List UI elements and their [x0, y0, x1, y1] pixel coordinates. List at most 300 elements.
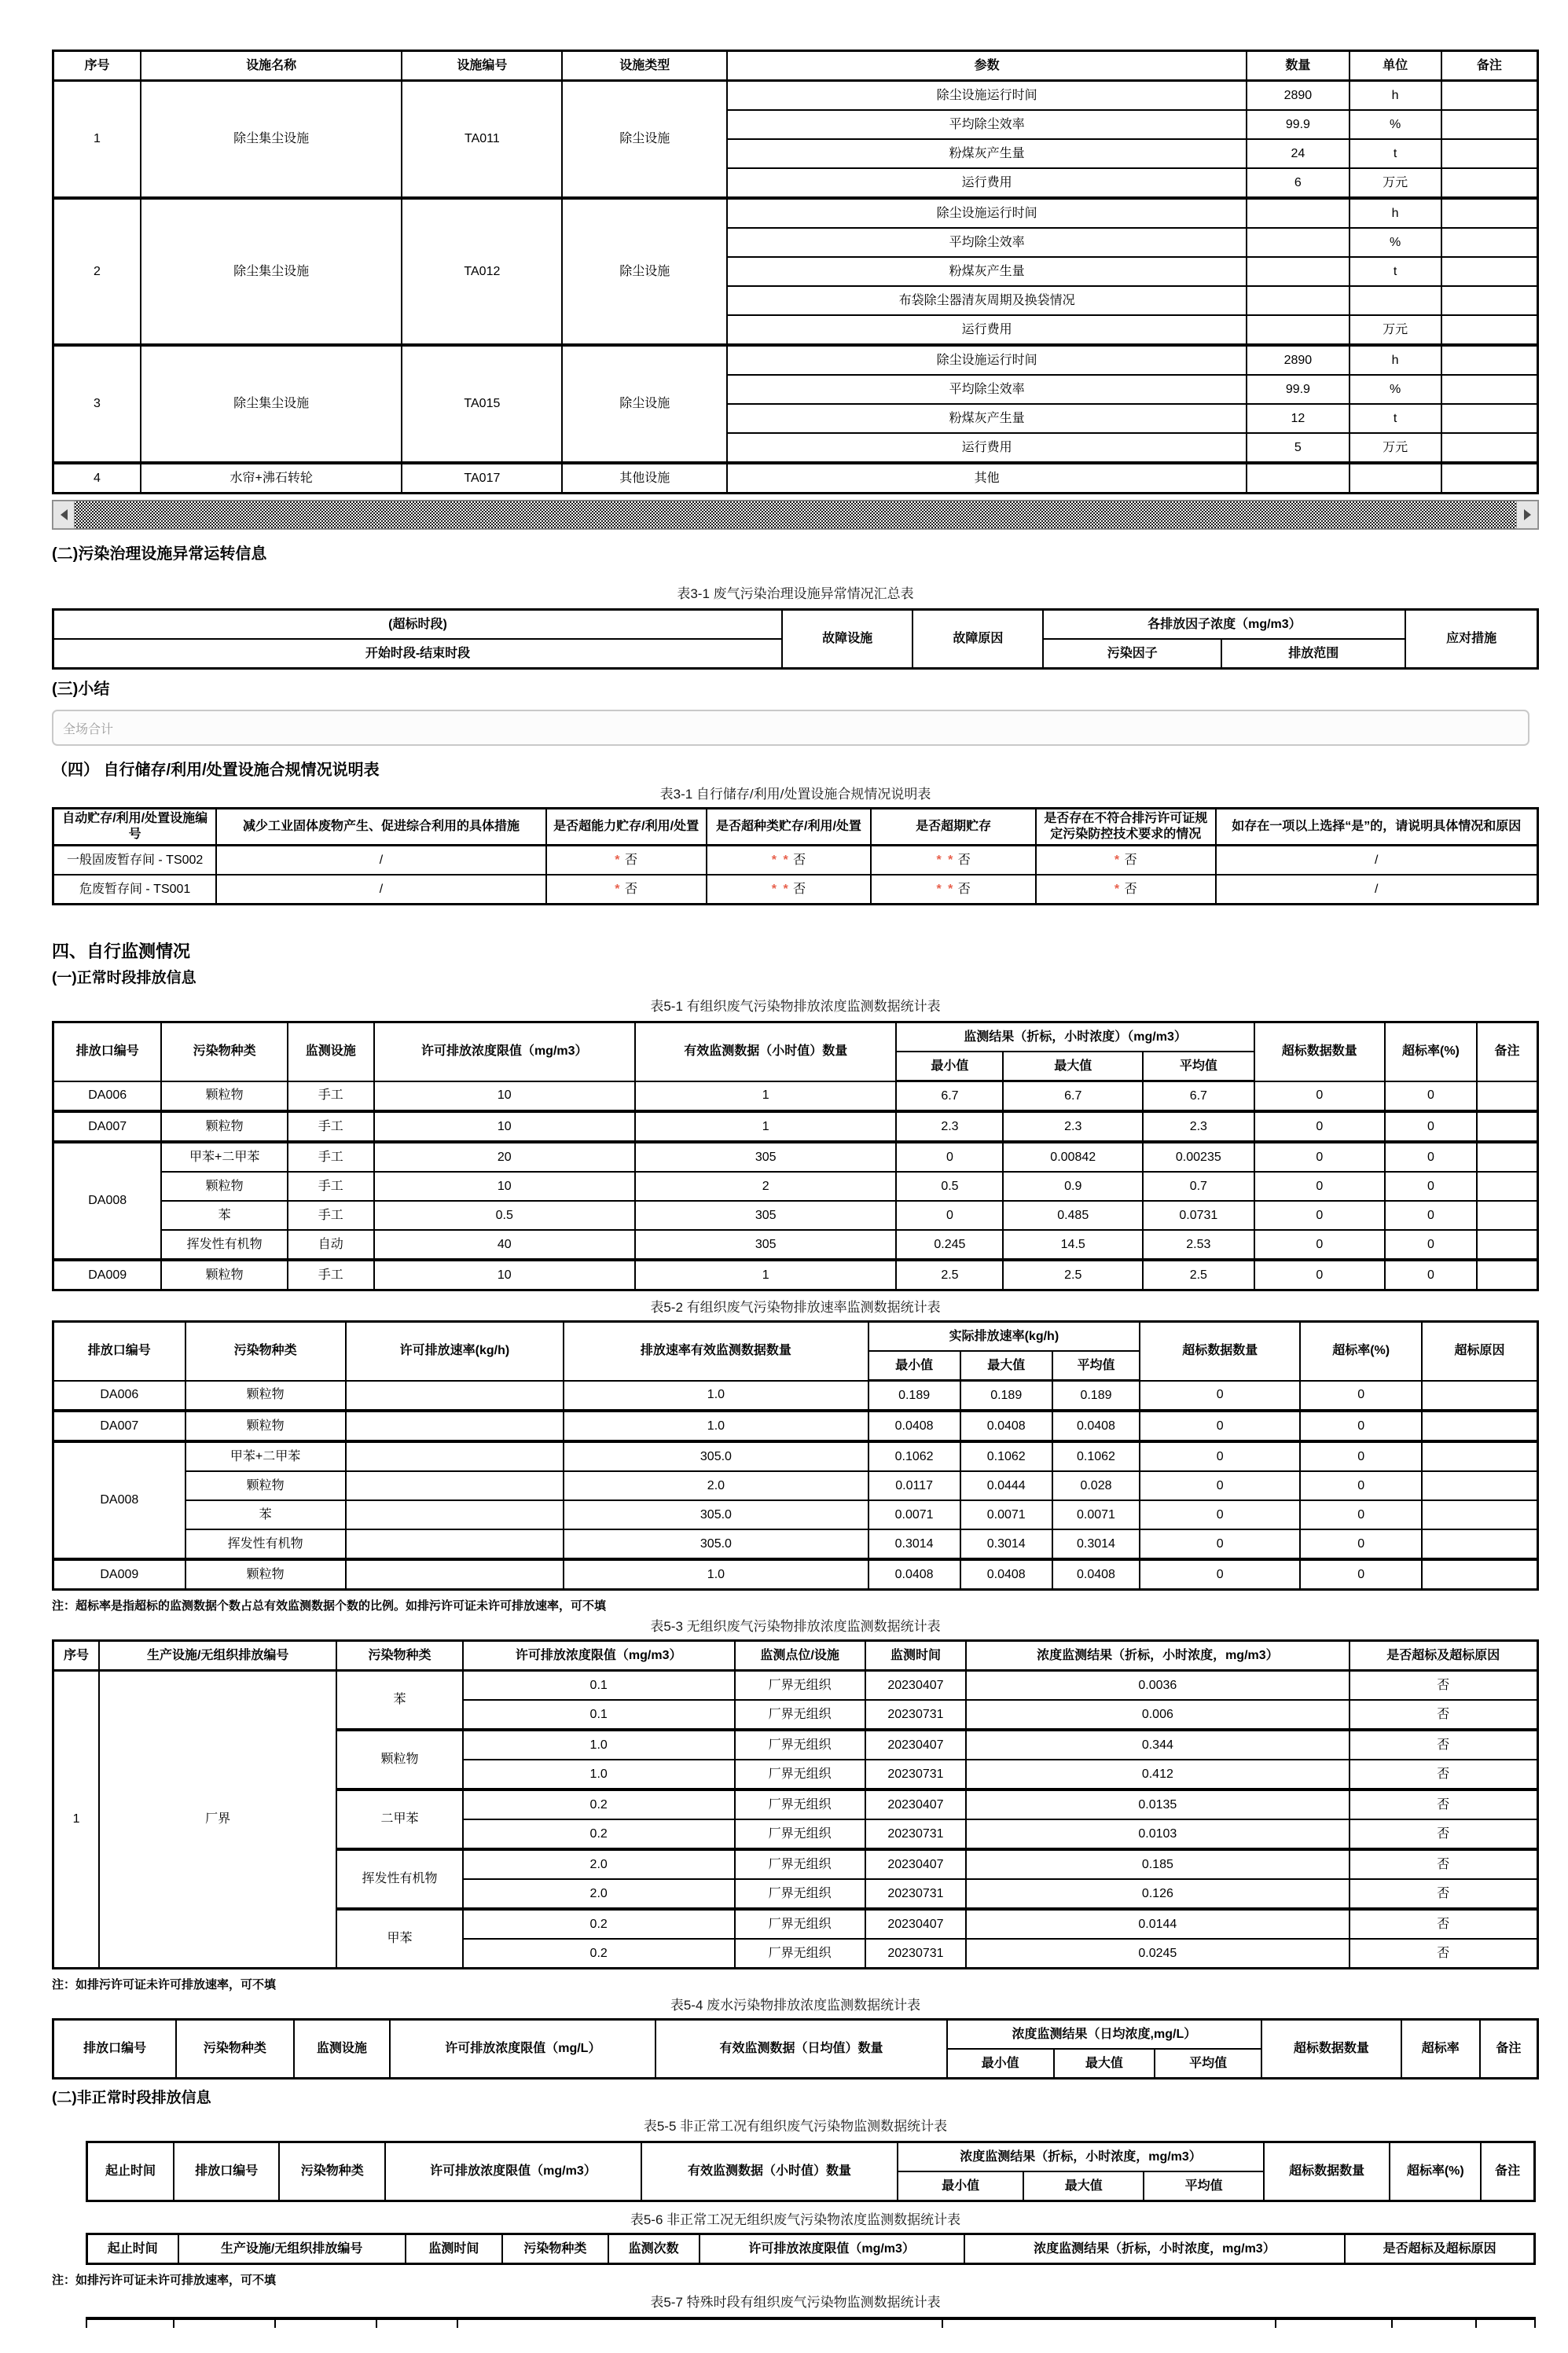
- header-cell: 备注: [1480, 2020, 1538, 2079]
- table-cell: [1477, 1111, 1538, 1142]
- table-cell: 0.0408: [868, 1559, 960, 1590]
- table-cell: DA007: [53, 1111, 162, 1142]
- table-cell: 0: [1254, 1172, 1385, 1201]
- table-cell: 厂界无组织: [735, 1671, 865, 1701]
- table-title-abnormal: 表3-1 废气污染治理设施异常情况汇总表: [677, 586, 914, 601]
- table-cell: 0.0245: [966, 1939, 1349, 1969]
- table-cell: 0.189: [1052, 1381, 1140, 1411]
- table-cell: DA007: [53, 1411, 185, 1441]
- table-cell: [1477, 1081, 1538, 1112]
- table-cell: 6: [1247, 168, 1349, 198]
- table-cell: * * 否: [871, 875, 1036, 905]
- table-cell: 1: [53, 1671, 100, 1969]
- table-cell: TA017: [402, 463, 562, 494]
- table-cell: 0.0444: [960, 1471, 1052, 1500]
- table-cell: 厂界无组织: [735, 1700, 865, 1730]
- table-cell: 否: [1350, 1879, 1538, 1909]
- left-arrow-icon: [61, 509, 68, 520]
- header-cell: 是否超标及超标原因: [1350, 1641, 1538, 1671]
- table-cell: 挥发性有机物: [161, 1230, 288, 1260]
- header-cell: 浓度监测结果（折标，小时浓度，mg/m3）: [898, 2142, 1264, 2172]
- table-cell: 0.0117: [868, 1471, 960, 1500]
- table-cell: 0: [1300, 1559, 1422, 1590]
- note-exceed-rate: 注：超标率是指超标的监测数据个数占总有效监测数据个数的比例。如排污许可证未许可排放速率，可不填: [52, 1599, 607, 1613]
- table-cell: 1.0: [463, 1730, 735, 1760]
- table-cell: [346, 1529, 564, 1559]
- table-cell: %: [1350, 228, 1441, 257]
- table-cell: [346, 1559, 564, 1590]
- header-cell: 单位: [1350, 51, 1441, 81]
- table-cell: 0.1062: [868, 1441, 960, 1471]
- table-cell: 2.5: [1003, 1260, 1143, 1290]
- header-row: [87, 2142, 1535, 2172]
- table-cell: 甲苯: [336, 1909, 463, 1969]
- table-cell: 厂界无组织: [735, 1849, 865, 1879]
- table-cell: 手工: [288, 1201, 374, 1230]
- table-cell: 0: [1140, 1381, 1300, 1411]
- table-cell: DA008: [53, 1441, 185, 1559]
- table-cell: [1441, 139, 1538, 168]
- table-cell: [1247, 286, 1349, 315]
- header-cell: 参数: [727, 51, 1247, 81]
- table-cell: 厂界无组织: [735, 1819, 865, 1849]
- header-cell: 设施类型: [562, 51, 727, 81]
- table-cell: 20230731: [865, 1760, 966, 1790]
- table-cell: [1247, 228, 1349, 257]
- header-cell: 序号: [53, 51, 141, 81]
- table-cell: 2890: [1247, 81, 1349, 111]
- table-title-5-4: 表5-4 废水污染物排放浓度监测数据统计表: [670, 1998, 921, 2013]
- table-cell: 万元: [1350, 433, 1441, 463]
- special-period-table-stub: [86, 2317, 1536, 2329]
- table-cell: 除尘集尘设施: [141, 198, 402, 345]
- table-cell: %: [1350, 375, 1441, 404]
- header-row: [53, 1322, 1538, 1352]
- table-cell: 20230407: [865, 1909, 966, 1939]
- unorganized-gas-concentration-table: [52, 1639, 1539, 1969]
- header-cell: 监测时间: [865, 1641, 966, 1671]
- table-cell: DA006: [53, 1081, 162, 1112]
- header-cell: 数量: [1247, 51, 1349, 81]
- table-cell: 1: [53, 81, 141, 199]
- table-title-5-7: 表5-7 特殊时段有组织废气污染物监测数据统计表: [650, 2295, 941, 2310]
- table-cell: 1: [635, 1260, 896, 1290]
- table-cell: 0.0071: [1052, 1500, 1140, 1529]
- table-cell: 20230407: [865, 1790, 966, 1819]
- table-cell: 0.3014: [960, 1529, 1052, 1559]
- table-cell: 0.1: [463, 1700, 735, 1730]
- header-cell: 最大值: [960, 1351, 1052, 1381]
- table-cell: 苯: [185, 1500, 346, 1529]
- table-cell: 挥发性有机物: [185, 1529, 346, 1559]
- required-asterisk: * *: [771, 853, 790, 867]
- table-cell: 20230407: [865, 1671, 966, 1701]
- table-cell: 10: [374, 1260, 635, 1290]
- table-cell: [1247, 198, 1349, 228]
- summary-placeholder: 全场合计: [63, 723, 114, 736]
- table-cell: 2.5: [896, 1260, 1003, 1290]
- table-cell: [1422, 1529, 1537, 1559]
- table-cell: 手工: [288, 1260, 374, 1290]
- header-cell: 污染物种类: [176, 2020, 293, 2079]
- table-cell: 0.1062: [960, 1441, 1052, 1471]
- table-cell: 0.2: [463, 1939, 735, 1969]
- table-cell: 20230407: [865, 1730, 966, 1760]
- table-cell: 305: [635, 1201, 896, 1230]
- table-cell: [346, 1441, 564, 1471]
- table-cell: [1477, 1201, 1538, 1230]
- table-cell: 0: [1385, 1260, 1477, 1290]
- table-row: [53, 1471, 1538, 1500]
- table-cell: 0.3014: [868, 1529, 960, 1559]
- table-cell: 颗粒物: [161, 1260, 288, 1290]
- header-cell: 污染物种类: [336, 1641, 463, 1671]
- table-cell: [1441, 228, 1538, 257]
- header-cell: 监测时间: [406, 2234, 502, 2264]
- table-row: [53, 1529, 1538, 1559]
- header-cell: 平均值: [1052, 1351, 1140, 1381]
- table-cell: 2.3: [896, 1111, 1003, 1142]
- table-cell: 其他: [727, 463, 1247, 494]
- table-cell: 1: [635, 1081, 896, 1112]
- header-cell: 排放口编号: [53, 1022, 162, 1081]
- table-cell: [346, 1500, 564, 1529]
- table-cell: 305.0: [564, 1500, 868, 1529]
- table-cell: [1247, 257, 1349, 286]
- header-cell: (超标时段): [53, 610, 783, 640]
- table-cell: 14.5: [1003, 1230, 1143, 1260]
- section-heading-normal-period: (一)正常时段排放信息: [52, 970, 196, 986]
- table-cell: [1441, 198, 1538, 228]
- table-cell: 305.0: [564, 1441, 868, 1471]
- table-cell: 0.2: [463, 1909, 735, 1939]
- table-cell: 0: [1300, 1529, 1422, 1559]
- table-cell: 运行费用: [727, 315, 1247, 345]
- table-cell: 3: [53, 345, 141, 463]
- table-cell: 1: [635, 1111, 896, 1142]
- table-cell: 40: [374, 1230, 635, 1260]
- table-cell: 1.0: [564, 1559, 868, 1590]
- table-cell: 0.0135: [966, 1790, 1349, 1819]
- required-asterisk: *: [615, 882, 622, 896]
- table-cell: 1.0: [564, 1411, 868, 1441]
- scrollbar-left-arrow-button[interactable]: [53, 501, 75, 529]
- note-fill-1: 注：如排污许可证未许可排放速率，可不填: [52, 1978, 277, 1991]
- table-cell: 2: [635, 1172, 896, 1201]
- header-cell: 排放速率有效监测数据数量: [564, 1322, 868, 1381]
- table-cell: 2: [53, 198, 141, 345]
- table-cell: DA008: [53, 1142, 162, 1260]
- table-cell: 0: [1254, 1201, 1385, 1230]
- table-cell: 否: [1350, 1671, 1538, 1701]
- scrollbar-right-arrow-button[interactable]: [1516, 501, 1538, 529]
- header-cell: 是否超标及超标原因: [1345, 2234, 1534, 2264]
- table-cell: 0: [896, 1201, 1003, 1230]
- table-cell: t: [1350, 139, 1441, 168]
- table-cell: [1477, 1230, 1538, 1260]
- table-cell: 2.0: [564, 1471, 868, 1500]
- table-cell: [1441, 110, 1538, 139]
- table-cell: /: [1216, 846, 1538, 875]
- header-cell: 最大值: [1054, 2049, 1155, 2079]
- table-cell: 2890: [1247, 345, 1349, 375]
- table-cell: [1441, 81, 1538, 111]
- header-cell: 排放口编号: [53, 1322, 185, 1381]
- table-cell: h: [1350, 198, 1441, 228]
- table-cell: 0.006: [966, 1700, 1349, 1730]
- table-cell: 0.412: [966, 1760, 1349, 1790]
- header-cell: 监测设施: [288, 1022, 374, 1081]
- table-cell: 0.0144: [966, 1909, 1349, 1939]
- table-cell: * 否: [546, 846, 707, 875]
- header-cell: 超标数据数量: [1140, 1322, 1300, 1381]
- table-cell: 0.0408: [1052, 1559, 1140, 1590]
- header-cell: 超标率: [1401, 2020, 1480, 2079]
- table-cell: 0.0036: [966, 1671, 1349, 1701]
- table-cell: 挥发性有机物: [336, 1849, 463, 1909]
- table-cell: 0: [1254, 1260, 1385, 1290]
- section-heading-self-monitoring: 四、自行监测情况: [52, 942, 191, 961]
- waste-gas-abnormal-summary-table: [52, 608, 1539, 670]
- table-cell: * 否: [1036, 875, 1216, 905]
- table-row: [53, 1381, 1538, 1411]
- table-cell: 0: [1385, 1172, 1477, 1201]
- table-cell: 厂界无组织: [735, 1760, 865, 1790]
- table-cell: [1441, 315, 1538, 345]
- header-cell: 排放口编号: [174, 2142, 279, 2201]
- table-cell: 平均除尘效率: [727, 375, 1247, 404]
- header-cell: 平均值: [1144, 2171, 1264, 2201]
- table-cell: 0.0408: [1052, 1411, 1140, 1441]
- header-cell: 超标率(%): [1385, 1022, 1477, 1081]
- table-cell: [1441, 345, 1538, 375]
- table-cell: * 否: [546, 875, 707, 905]
- header-row: [53, 1022, 1538, 1052]
- header-cell: 许可排放浓度限值（mg/m3）: [374, 1022, 635, 1081]
- section-heading-abnormal-period: (二)非正常时段排放信息: [52, 2090, 211, 2106]
- organized-gas-concentration-table: [52, 1021, 1539, 1291]
- table-cell: * * 否: [707, 846, 872, 875]
- table-cell: 20230731: [865, 1939, 966, 1969]
- section-heading-summary: (三)小结: [52, 681, 110, 698]
- table-cell: 0.9: [1003, 1172, 1143, 1201]
- table-cell: 99.9: [1247, 375, 1349, 404]
- table-row: [53, 81, 1538, 111]
- header-cell: 超标数据数量: [1261, 2020, 1401, 2079]
- table-cell: 颗粒物: [161, 1111, 288, 1142]
- table-cell: [1441, 286, 1538, 315]
- table-cell: 0: [1254, 1081, 1385, 1112]
- table-row: [53, 1142, 1538, 1172]
- header-cell: 是否存在不符合排污许可证规定污染防控技术要求的情况: [1036, 809, 1216, 846]
- table-cell: 0: [1300, 1411, 1422, 1441]
- table-cell: [1422, 1441, 1537, 1471]
- table-cell: 0.0408: [868, 1411, 960, 1441]
- table-cell: 除尘设施: [562, 345, 727, 463]
- table-cell: 305.0: [564, 1529, 868, 1559]
- header-cell: 应对措施: [1405, 610, 1537, 669]
- table-row: [53, 1260, 1538, 1290]
- summary-textarea[interactable]: [52, 710, 1529, 746]
- table-cell: [1422, 1500, 1537, 1529]
- table-cell: 2.0: [463, 1849, 735, 1879]
- table-cell: h: [1350, 81, 1441, 111]
- header-cell: 污染物种类: [279, 2142, 384, 2201]
- table-cell: 0: [1254, 1142, 1385, 1172]
- table-cell: TA011: [402, 81, 562, 199]
- header-cell: 平均值: [1155, 2049, 1261, 2079]
- note-fill-2: 注：如排污许可证未许可排放速率，可不填: [52, 2274, 277, 2287]
- header-cell: 污染因子: [1043, 639, 1221, 669]
- table-cell: h: [1350, 345, 1441, 375]
- table-title-5-1: 表5-1 有组织废气污染物排放浓度监测数据统计表: [650, 999, 941, 1014]
- table-cell: * 否: [1036, 846, 1216, 875]
- header-cell: 起止时间: [87, 2142, 174, 2201]
- table-cell: [1422, 1411, 1537, 1441]
- abnormal-unorganized-gas-table: [86, 2233, 1536, 2265]
- table-cell: 0.2: [463, 1790, 735, 1819]
- facility-table-scrollbar[interactable]: [52, 500, 1539, 530]
- table-cell: 0: [896, 1142, 1003, 1172]
- table-row: [53, 1201, 1538, 1230]
- table-cell: 0.0103: [966, 1819, 1349, 1849]
- table-row: [53, 1559, 1538, 1590]
- header-cell: 减少工业固体废物产生、促进综合利用的具体措施: [216, 809, 545, 846]
- header-cell: 最小值: [898, 2171, 1023, 2201]
- table-cell: 自动: [288, 1230, 374, 1260]
- table-cell: DA009: [53, 1559, 185, 1590]
- table-cell: [346, 1381, 564, 1411]
- header-cell: 污染物种类: [161, 1022, 288, 1081]
- table-cell: 0.0408: [960, 1559, 1052, 1590]
- header-cell: 备注: [1481, 2142, 1534, 2201]
- table-cell: [1422, 1471, 1537, 1500]
- table-cell: t: [1350, 257, 1441, 286]
- table-cell: 24: [1247, 139, 1349, 168]
- table-row: [53, 846, 1538, 875]
- table-cell: 危废暂存间 - TS001: [53, 875, 217, 905]
- table-title-5-5: 表5-5 非正常工况有组织废气污染物监测数据统计表: [643, 2119, 948, 2134]
- header-cell: 故障原因: [913, 610, 1043, 669]
- table-cell: 0: [1385, 1142, 1477, 1172]
- table-cell: [1350, 463, 1441, 494]
- table-cell: 5: [1247, 433, 1349, 463]
- table-row: [53, 1411, 1538, 1441]
- header-row: [53, 809, 1538, 846]
- table-cell: 2.53: [1143, 1230, 1254, 1260]
- table-cell: 粉煤灰产生量: [727, 404, 1247, 433]
- header-cell: 浓度监测结果（折标，小时浓度，mg/m3）: [966, 1641, 1349, 1671]
- table-cell: 厂界无组织: [735, 1879, 865, 1909]
- table-cell: [1441, 375, 1538, 404]
- table-cell: 99.9: [1247, 110, 1349, 139]
- table-cell: 0.0071: [868, 1500, 960, 1529]
- header-row: [53, 610, 1538, 640]
- table-cell: 颗粒物: [185, 1471, 346, 1500]
- table-cell: 20230731: [865, 1879, 966, 1909]
- table-cell: 平均除尘效率: [727, 228, 1247, 257]
- table-cell: 厂界无组织: [735, 1909, 865, 1939]
- table-cell: 305: [635, 1142, 896, 1172]
- table-cell: 20: [374, 1142, 635, 1172]
- header-cell: 有效监测数据（小时值）数量: [641, 2142, 898, 2201]
- section-heading-self-storage: （四） 自行储存/利用/处置设施合规情况说明表: [52, 762, 380, 779]
- header-cell: 如存在一项以上选择“是”的，请说明具体情况和原因: [1216, 809, 1538, 846]
- table-cell: DA006: [53, 1381, 185, 1411]
- table-cell: 颗粒物: [161, 1081, 288, 1112]
- header-cell: 最大值: [1023, 2171, 1144, 2201]
- table-cell: 12: [1247, 404, 1349, 433]
- table-cell: 0: [1140, 1411, 1300, 1441]
- table-cell: 一般固废暂存间 - TS002: [53, 846, 217, 875]
- table-cell: 0.028: [1052, 1471, 1140, 1500]
- header-cell: 是否超能力贮存/利用/处置: [546, 809, 707, 846]
- table-cell: 0: [1385, 1081, 1477, 1112]
- wastewater-concentration-table: [52, 2018, 1539, 2080]
- organized-gas-rate-table: [52, 1320, 1539, 1591]
- header-cell: 超标数据数量: [1264, 2142, 1390, 2201]
- table-row: [53, 198, 1538, 228]
- table-cell: [1422, 1381, 1537, 1411]
- table-cell: 0.344: [966, 1730, 1349, 1760]
- table-cell: 粉煤灰产生量: [727, 139, 1247, 168]
- table-cell: 颗粒物: [336, 1730, 463, 1790]
- header-cell: 浓度监测结果（日均浓度,mg/L）: [947, 2020, 1261, 2050]
- header-cell: 最大值: [1003, 1052, 1143, 1081]
- table-cell: 万元: [1350, 315, 1441, 345]
- table-cell: 运行费用: [727, 168, 1247, 198]
- table-title-5-2: 表5-2 有组织废气污染物排放速率监测数据统计表: [650, 1300, 941, 1315]
- header-cell: 许可排放浓度限值（mg/L）: [390, 2020, 655, 2079]
- table-cell: 手工: [288, 1172, 374, 1201]
- scrollbar-track[interactable]: [75, 501, 1516, 529]
- header-cell: 超标数据数量: [1254, 1022, 1385, 1081]
- header-cell: 起止时间: [87, 2234, 178, 2264]
- header-cell: 有效监测数据（小时值）数量: [635, 1022, 896, 1081]
- table-cell: 0: [1140, 1441, 1300, 1471]
- header-row: [53, 51, 1538, 81]
- table-cell: TA015: [402, 345, 562, 463]
- table-cell: 0.2: [463, 1819, 735, 1849]
- header-cell: 超标率(%): [1390, 2142, 1481, 2201]
- table-cell: 0.00842: [1003, 1142, 1143, 1172]
- table-cell: 305: [635, 1230, 896, 1260]
- table-cell: * * 否: [871, 846, 1036, 875]
- table-cell: 0: [1254, 1230, 1385, 1260]
- table-cell: 二甲苯: [336, 1790, 463, 1849]
- table-cell: 布袋除尘器清灰周期及换袋情况: [727, 286, 1247, 315]
- table-cell: 0.0071: [960, 1500, 1052, 1529]
- header-row: [87, 2234, 1535, 2264]
- header-cell: 设施编号: [402, 51, 562, 81]
- header-cell: 故障设施: [782, 610, 913, 669]
- table-cell: 0: [1385, 1111, 1477, 1142]
- table-cell: [1477, 1260, 1538, 1290]
- header-cell: 浓度监测结果（折标，小时浓度，mg/m3）: [964, 2234, 1345, 2264]
- table-cell: 厂界无组织: [735, 1939, 865, 1969]
- table-cell: 除尘设施运行时间: [727, 198, 1247, 228]
- table-cell: 除尘设施: [562, 81, 727, 199]
- table-cell: 0: [1300, 1441, 1422, 1471]
- table-cell: 手工: [288, 1142, 374, 1172]
- table-cell: [346, 1411, 564, 1441]
- header-row: [53, 1641, 1538, 1671]
- table-cell: 20230731: [865, 1700, 966, 1730]
- header-cell: 有效监测数据（日均值）数量: [655, 2020, 946, 2079]
- table-cell: 除尘集尘设施: [141, 81, 402, 199]
- table-cell: 否: [1350, 1730, 1538, 1760]
- header-cell: 备注: [1477, 1022, 1538, 1081]
